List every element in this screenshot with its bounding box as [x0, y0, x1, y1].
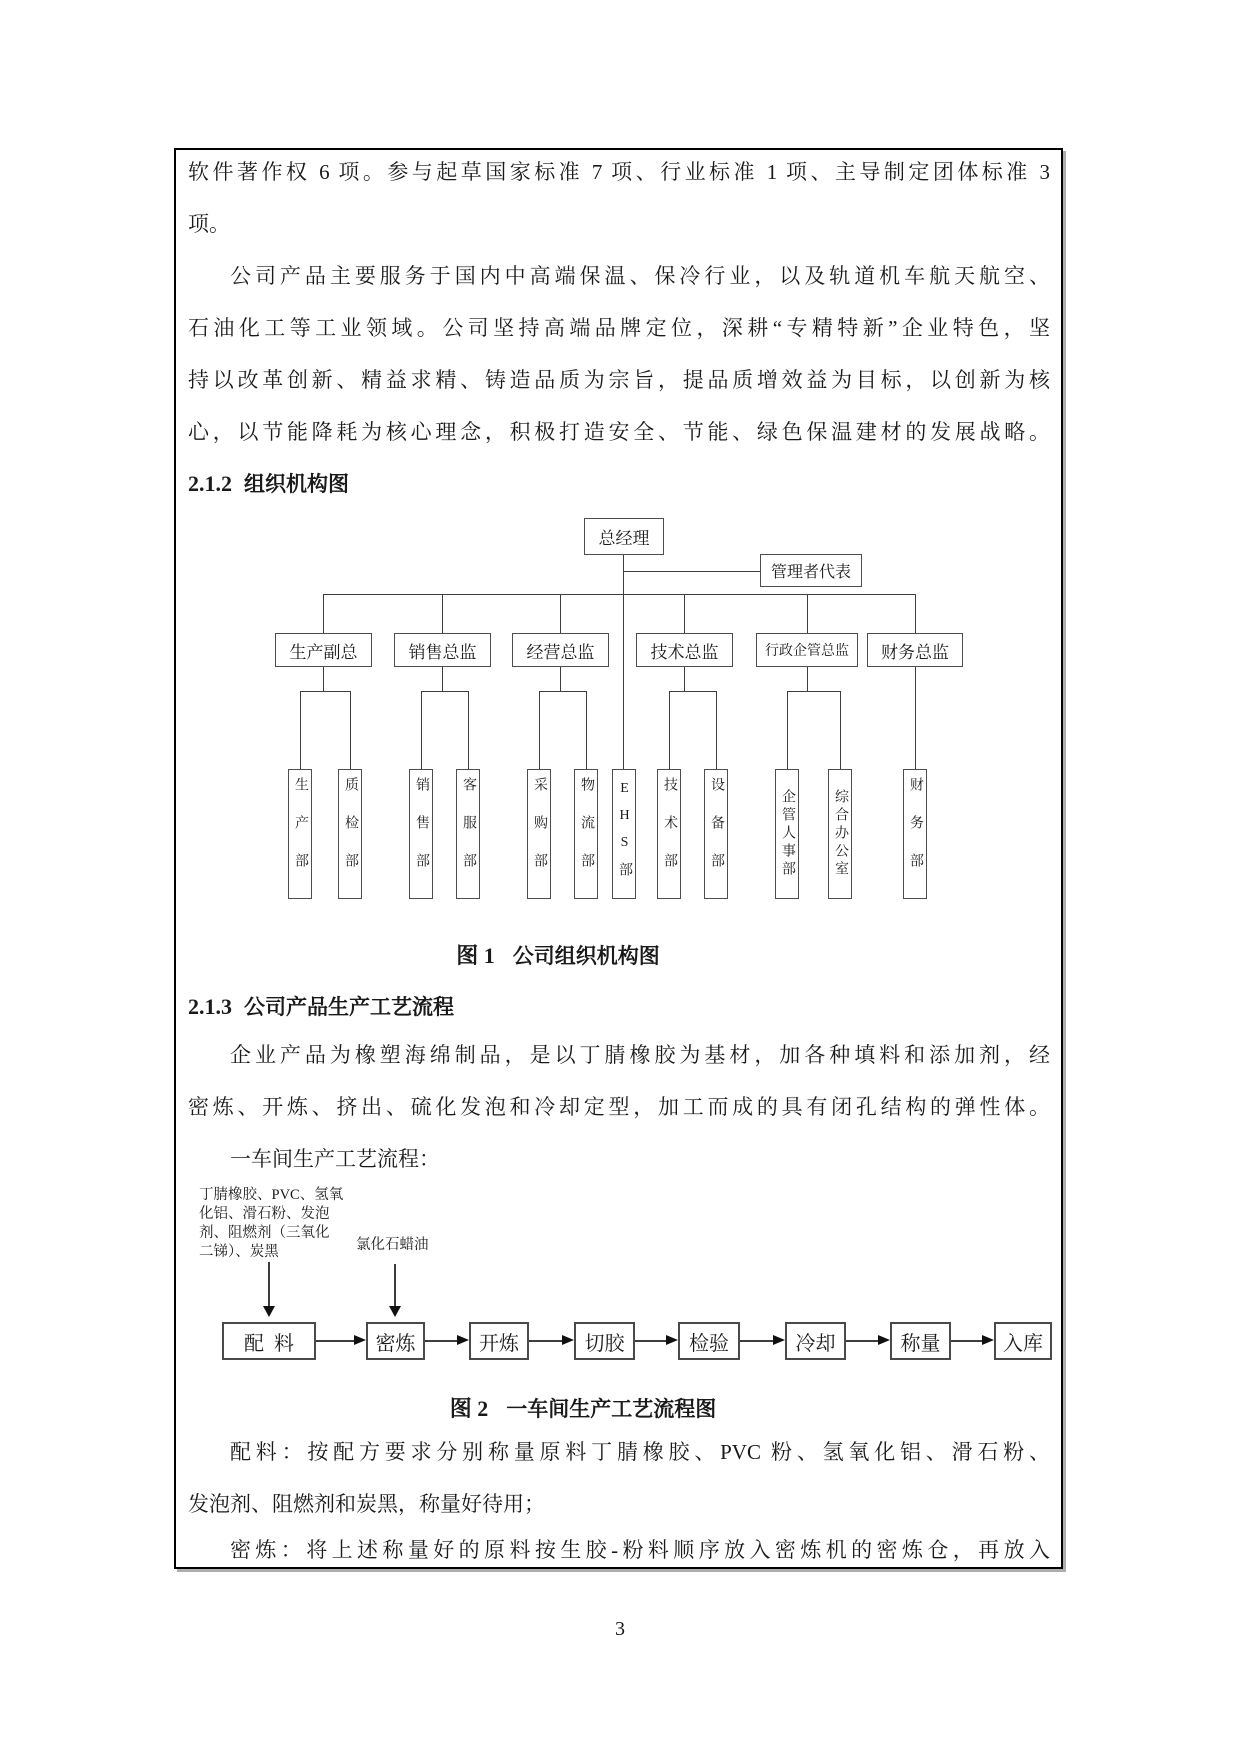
org-node-department	[828, 769, 852, 899]
org-connector-drop	[586, 691, 587, 769]
org-connector-bracket	[300, 691, 350, 692]
flow-arrowhead-down	[263, 1306, 275, 1317]
flow-input-line: 剂、阻燃剂（三氧化	[199, 1225, 330, 1241]
org-node-department	[704, 769, 728, 899]
flow-arrow-right	[529, 1340, 562, 1342]
org-connector-drop	[421, 691, 422, 769]
flow-arrow-right	[316, 1340, 354, 1342]
org-connector-drop	[468, 691, 469, 769]
org-node-director: 行政企管总监	[756, 633, 858, 667]
section-title: 公司产品生产工艺流程	[244, 996, 454, 1019]
department-label: 综合办公室	[833, 789, 848, 879]
org-connector-rep	[624, 571, 760, 572]
org-node-department	[612, 769, 636, 899]
org-connector-bracket	[539, 691, 586, 692]
intro-line: 公司产品主要服务于国内中高端保温、保冷行业，以及轨道机车航天航空、	[230, 264, 1050, 288]
department-label: 技术部	[662, 777, 677, 891]
org-connector-bracket	[421, 691, 468, 692]
paragraph-line: 密炼：将上述称量好的原料按生胶-粉料顺序放入密炼机的密炼仓，再放入	[230, 1538, 1050, 1562]
paragraph-line: 发泡剂、阻燃剂和炭黑，称量好待用；	[188, 1492, 545, 1516]
org-node-department	[456, 769, 480, 899]
flow-step-box: 入库	[994, 1322, 1052, 1360]
org-node-director: 销售总监	[394, 633, 491, 667]
flow-arrowhead-down	[389, 1306, 401, 1317]
paragraph-line: 企业产品为橡塑海绵制品，是以丁腈橡胶为基材，加各种填料和添加剂，经	[230, 1043, 1050, 1067]
flow-step-box: 密炼	[366, 1322, 425, 1360]
org-node-department	[527, 769, 551, 899]
page-number: 3	[615, 1618, 625, 1640]
intro-line: 心，以节能降耗为核心理念，积极打造安全、节能、绿色保温建材的发展战略。	[188, 420, 1050, 444]
flow-input-line: 二锑）、炭黑	[199, 1244, 279, 1260]
org-connector-drop	[323, 594, 324, 633]
section-number: 2.1.3	[188, 994, 232, 1019]
org-node-director: 经营总监	[512, 633, 609, 667]
flow-arrowhead-right	[982, 1335, 994, 1345]
flow-step-box: 检验	[678, 1322, 740, 1360]
org-node-director: 财务总监	[867, 633, 963, 667]
flow-arrow-right	[846, 1340, 878, 1342]
flow-input-materials-label	[199, 1186, 369, 1262]
department-label: 企管人事部	[780, 789, 795, 879]
org-connector-stem	[684, 667, 685, 691]
org-connector-stem	[323, 667, 324, 691]
org-connector-drop	[560, 594, 561, 633]
org-node-department	[574, 769, 598, 899]
org-connector-drop	[442, 594, 443, 633]
org-connector-distribution	[323, 594, 915, 595]
org-connector-drop	[669, 691, 670, 769]
org-connector-drop	[915, 594, 916, 633]
paragraph-line: 密炼、开炼、挤出、硫化发泡和冷却定型，加工而成的具有闭孔结构的弹性体。	[188, 1095, 1050, 1119]
section-heading-213	[188, 992, 454, 1022]
org-node-director: 技术总监	[636, 633, 733, 667]
figure2-caption	[188, 1392, 978, 1423]
figure1-title: 公司组织机构图	[512, 945, 660, 968]
org-node-department	[288, 769, 312, 899]
intro-line: 持以改革创新、精益求精、铸造品质为宗旨，提品质增效益为目标，以创新为核	[188, 368, 1050, 392]
flow-arrow-right	[740, 1340, 773, 1342]
intro-line: 石油化工等工业领域。公司坚持高端品牌定位，深耕“专精特新”企业特色，坚	[188, 316, 1050, 340]
flow-step-box: 配料	[222, 1322, 316, 1360]
figure2-label: 图 2	[449, 1396, 489, 1421]
intro-line: 软件著作权 6 项。参与起草国家标准 7 项、行业标准 1 项、主导制定团体标准 3	[188, 160, 1050, 184]
figure1-caption	[188, 939, 928, 970]
org-connector-stem	[442, 667, 443, 691]
paragraph-line: 一车间生产工艺流程：	[230, 1147, 440, 1171]
paragraph-line: 配料：按配方要求分别称量原料丁腈橡胶、PVC 粉、氢氧化铝、滑石粉、	[230, 1440, 1050, 1464]
org-connector-drop	[840, 691, 841, 769]
flow-input-oil-label: 氯化石蜡油	[356, 1237, 429, 1253]
flow-arrow-down	[394, 1264, 396, 1306]
department-label: 物流部	[579, 777, 594, 891]
department-label: 客服部	[461, 777, 476, 891]
department-label: 生产部	[293, 777, 308, 891]
org-connector-drop	[684, 594, 685, 633]
section-title: 组织机构图	[244, 473, 349, 496]
department-label: 设备部	[709, 777, 724, 891]
flow-input-line: 丁腈橡胶、PVC、氢氧	[199, 1187, 344, 1203]
department-label: 采购部	[532, 777, 547, 891]
org-connector-drop	[807, 594, 808, 633]
org-node-ceo: 总经理	[584, 518, 664, 555]
org-node-department	[338, 769, 362, 899]
department-label: EHS部	[617, 780, 632, 888]
section-heading-212	[188, 469, 349, 499]
section-number: 2.1.2	[188, 471, 232, 496]
org-node-department	[775, 769, 799, 899]
org-connector-bracket	[669, 691, 716, 692]
org-connector-drop	[350, 691, 351, 769]
org-node-department	[657, 769, 681, 899]
flow-input-line: 化铝、滑石粉、发泡	[199, 1206, 330, 1222]
flow-arrow-down	[268, 1262, 270, 1306]
org-connector-drop	[716, 691, 717, 769]
flow-step-box: 冷却	[785, 1322, 846, 1360]
flow-step-box: 开炼	[469, 1322, 529, 1360]
org-connector-bracket	[787, 691, 840, 692]
org-connector-drop	[539, 691, 540, 769]
org-connector-ceo-stem	[623, 555, 624, 769]
org-node-department	[409, 769, 433, 899]
flow-arrow-right	[425, 1340, 457, 1342]
flow-arrow-right	[635, 1340, 666, 1342]
org-node-department	[903, 769, 927, 899]
org-connector-stem	[807, 667, 808, 691]
flow-arrowhead-right	[562, 1335, 574, 1345]
figure1-label: 图 1	[456, 943, 495, 968]
org-connector-drop	[300, 691, 301, 769]
figure2-title: 一车间生产工艺流程图	[506, 1398, 717, 1421]
flow-arrowhead-right	[354, 1335, 366, 1345]
intro-line: 项。	[188, 212, 230, 236]
flow-step-box: 称量	[890, 1322, 951, 1360]
department-label: 财务部	[908, 777, 923, 891]
flow-arrowhead-right	[878, 1335, 890, 1345]
flow-arrow-right	[951, 1340, 982, 1342]
org-connector-stem	[915, 667, 916, 769]
org-node-director: 生产副总	[275, 633, 372, 667]
department-label: 质检部	[343, 777, 358, 891]
org-connector-drop	[787, 691, 788, 769]
department-label: 销售部	[414, 777, 429, 891]
org-connector-stem	[560, 667, 561, 691]
flow-arrowhead-right	[666, 1335, 678, 1345]
flow-arrowhead-right	[457, 1335, 469, 1345]
flow-step-box: 切胶	[574, 1322, 635, 1360]
org-node-management-rep: 管理者代表	[760, 554, 862, 587]
flow-arrowhead-right	[773, 1335, 785, 1345]
